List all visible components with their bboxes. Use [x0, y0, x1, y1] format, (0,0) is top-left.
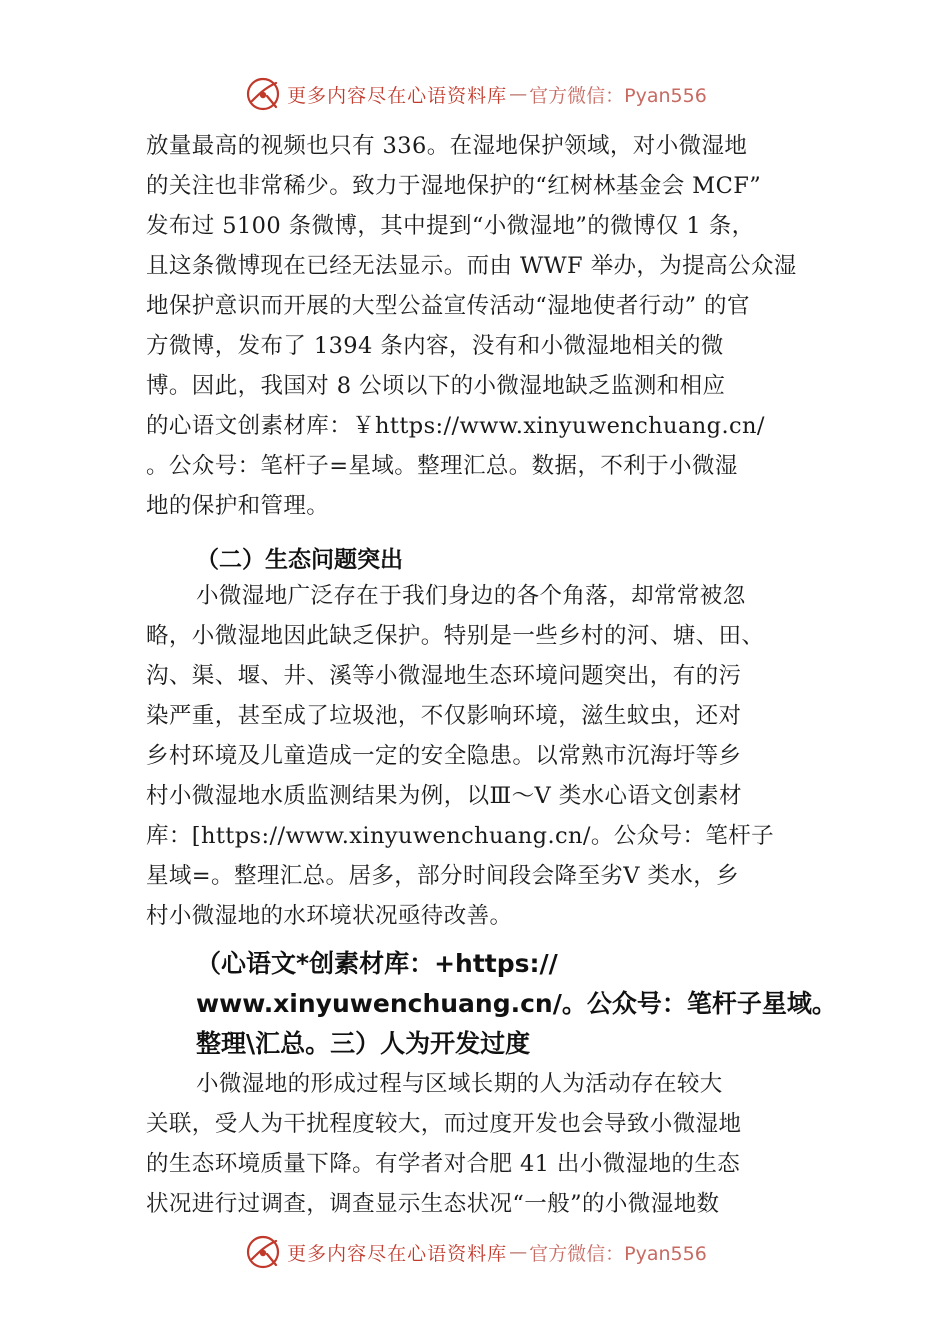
paragraph-block-1	[146, 126, 836, 526]
text-line: 乡村环境及儿童造成一定的安全隐患。以常熟市沉海圩等乡	[146, 743, 742, 769]
banner-separator: —	[509, 83, 528, 105]
brand-logo-icon	[243, 74, 283, 114]
text-line: 方微博，发布了 1394 条内容，没有和小微湿地相关的微	[146, 333, 724, 359]
text-line: 状况进行过调查，调查显示生态状况“一般”的小微湿地数	[146, 1191, 720, 1217]
text-line: 库：[https://www.xinyuwenchuang.cn/。公众号：笔杆子	[146, 823, 775, 849]
text-line: 放量最高的视频也只有 336。在湿地保护领域，对小微湿地	[146, 133, 748, 159]
header-banner	[0, 74, 950, 114]
text-line: 关联，受人为干扰程度较大，而过度开发也会导致小微湿地	[146, 1111, 742, 1137]
text-line: 小微湿地广泛存在于我们身边的各个角落，却常常被忽	[196, 583, 746, 609]
text-line: 村小微湿地的水环境状况亟待改善。	[146, 903, 513, 929]
text-line: 地保护意识而开展的大型公益宣传活动“湿地使者行动” 的官	[146, 293, 750, 319]
banner-wechat: 官方微信：Pyan556	[529, 1242, 707, 1265]
text-line: 的生态环境质量下降。有学者对合肥 41 出小微湿地的生态	[146, 1151, 741, 1177]
text-line: 。公众号：笔杆子=星域。整理汇总。数据，不利于小微湿	[146, 453, 738, 479]
footer-banner	[0, 1232, 950, 1272]
banner-wechat: 官方微信：Pyan556	[529, 84, 707, 107]
heading-line: www.xinyuwenchuang.cn/。公众号：笔杆子星域。	[196, 989, 837, 1018]
section-heading-3	[196, 944, 896, 1064]
text-line: 博。因此，我国对 8 公顷以下的小微湿地缺乏监测和相应	[146, 373, 726, 399]
paragraph-block-2	[146, 576, 836, 936]
text-line: 的关注也非常稀少。致力于湿地保护的“红树林基金会 MCF”	[146, 173, 762, 199]
text-line: 染严重，甚至成了垃圾池，不仅影响环境，滋生蚊虫，还对	[146, 703, 742, 729]
text-line: 地的保护和管理。	[146, 493, 330, 519]
banner-text: 更多内容尽在心语资料库	[287, 84, 508, 107]
text-line: 小微湿地的形成过程与区域长期的人为活动存在较大	[196, 1071, 723, 1097]
banner-separator: —	[509, 1241, 528, 1263]
heading-line: 整理\汇总。三）人为开发过度	[196, 1029, 531, 1058]
paragraph-block-3	[146, 1064, 836, 1224]
text-line: 略，小微湿地因此缺乏保护。特别是一些乡村的河、塘、田、	[146, 623, 765, 649]
text-line: 且这条微博现在已经无法显示。而由 WWF 举办，为提高公众湿	[146, 253, 797, 279]
text-line: 发布过 5100 条微博，其中提到“小微湿地”的微博仅 1 条，	[146, 213, 755, 239]
text-line: 村小微湿地水质监测结果为例，以Ⅲ～Ⅴ 类水心语文创素材	[146, 783, 742, 809]
heading-line: （心语文*创素材库：+https://	[196, 949, 558, 978]
text-line: 的心语文创素材库：￥https://www.xinyuwenchuang.cn/	[146, 413, 765, 439]
banner-text: 更多内容尽在心语资料库	[287, 1242, 508, 1265]
section-heading-2: （二）生态问题突出	[196, 547, 403, 573]
text-line: 星域=。整理汇总。居多，部分时间段会降至劣Ⅴ 类水，乡	[146, 863, 740, 889]
text-line: 沟、渠、堰、井、溪等小微湿地生态环境问题突出，有的污	[146, 663, 742, 689]
brand-logo-icon	[243, 1232, 283, 1272]
